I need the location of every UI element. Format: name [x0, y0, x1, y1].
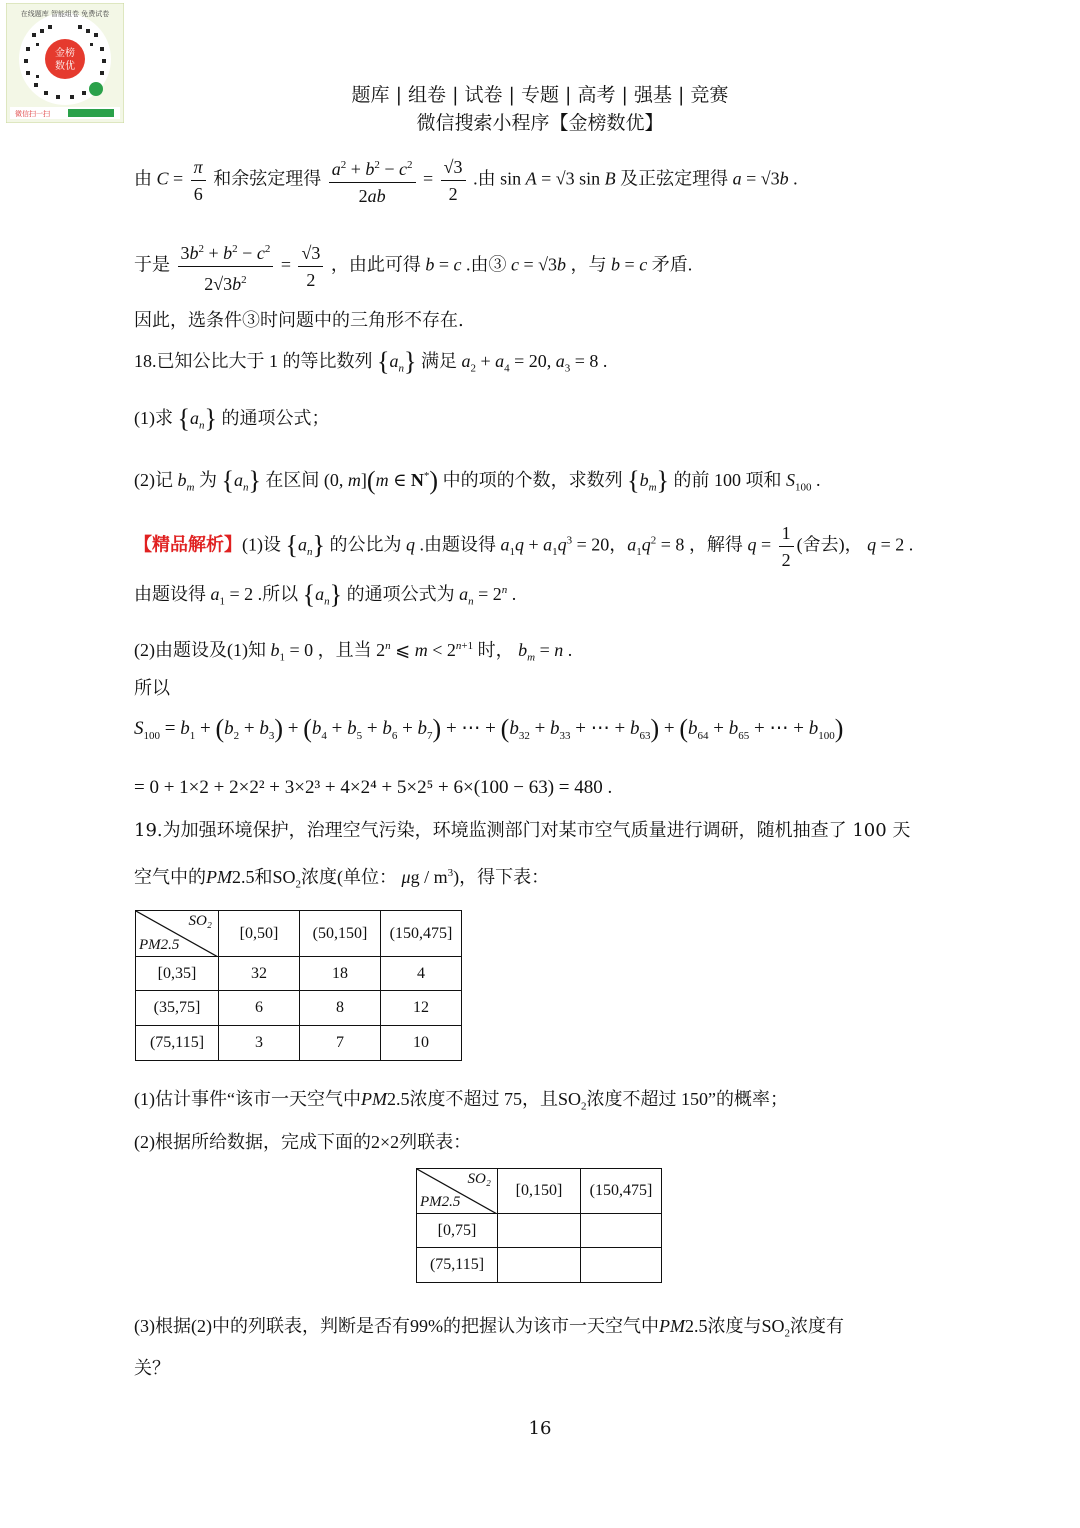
- logo-arc-text: 在线题库 智能组卷 免费试卷: [20, 10, 110, 18]
- column-header: (150,475]: [581, 1169, 662, 1214]
- table-cell: 6: [219, 991, 300, 1026]
- logo-text-bottom: 数优: [55, 61, 75, 72]
- table-cell: 32: [219, 957, 300, 991]
- row-header: [0,35]: [136, 957, 219, 991]
- question-19-part-1: (1)估计事件“该市一天空气中PM2.5浓度不超过 75，且$SO_2$浓度不超过 150”的概率；: [134, 1089, 788, 1113]
- row-header: (75,115]: [417, 1248, 498, 1283]
- page-number: 16: [528, 1418, 552, 1439]
- answer-tag: 【精品解析】: [134, 534, 242, 555]
- question-19-part-3: (3)根据(2)中的列联表，判断是否有99%的把握认为该市一天空气中PM2.5浓度与$SO_2$浓度有: [134, 1316, 844, 1340]
- table-cell: 7: [300, 1026, 381, 1061]
- column-header: (150,475]: [381, 911, 462, 957]
- table-cell: 4: [381, 957, 462, 991]
- question-19-part-2: (2)根据所给数据，完成下面的2×2列联表：: [134, 1132, 472, 1152]
- row-header: [0,75]: [417, 1214, 498, 1248]
- table-corner: SO₂ PM2.5: [417, 1169, 498, 1214]
- table-corner: SO₂ PM2.5: [136, 911, 219, 957]
- table-cell: 10: [381, 1026, 462, 1061]
- table-cell: 8: [300, 991, 381, 1026]
- table-cell: 3: [219, 1026, 300, 1061]
- table-cell: [581, 1214, 662, 1248]
- table-cell: [498, 1248, 581, 1283]
- column-header: [0,50]: [219, 911, 300, 957]
- answer-part-1: 【精品解析】(1)设 $\{a_n\}$ 的公比为 q .由题设得 $a_1q + a_1q^3 = 20$，$a_1q^2 = 8$ ，解得 q = $\frac{1}{2}$ (舍去)， q = 2 .: [134, 520, 913, 573]
- row-header: (75,115]: [136, 1026, 219, 1061]
- question-19-line-1: 19.为加强环境保护，治理空气污染，环境监测部门对某市空气质量进行调研，随机抽查了 100 天: [134, 820, 911, 841]
- header-nav: 题库 | 组卷 | 试卷 | 专题 | 高考 | 强基 | 竞赛: [351, 84, 729, 106]
- sum-line-2: = 0 + 1×2 + 2×2² + 3×2³ + 4×2⁴ + 5×2⁵ + 6×(100 − 63) = 480 .: [134, 777, 613, 798]
- row-header: (35,75]: [136, 991, 219, 1026]
- table-row: [417, 1214, 662, 1248]
- solution-line-2: 于是 $\frac{3b^2 + b^2 - c^2}{2√3b^2}$ = $\frac{√3}{2}$ ，由此可得 b = c .由③ c = √3b ，与 b = c 矛盾.: [134, 236, 692, 297]
- table-cell: 12: [381, 991, 462, 1026]
- question-19-line-2: 空气中的PM2.5和$SO_2$浓度(单位： μg / $m^3$)，得下表：: [134, 867, 550, 891]
- question-19-part-3-cont: 关？: [134, 1358, 170, 1379]
- logo-text-top: 金榜: [55, 48, 75, 59]
- table-cell: 18: [300, 957, 381, 991]
- answer-so: 所以: [134, 678, 170, 699]
- question-18-part-2: (2)记 $b_m$ 为 $\{a_n\}$ 在区间 (0, m](m ∈ N*) 中的项的个数，求数列 $\{b_m\}$ 的前 100 项和 $S_{100}$ .: [134, 466, 821, 495]
- logo-footer-text: 微信扫一扫: [15, 110, 50, 118]
- sum-line-1: $S_{100} = b_1 + (b_2 + b_3) + (b_4 + b_5 + b_6 + b_7)$ + ⋯ + ($b_{32} + b_{33}$ + ⋯ + $b_{63}) + (b_{64} + b_{65}$ + ⋯ + $b_{100}$): [134, 714, 844, 743]
- contingency-table: [416, 1168, 662, 1283]
- table-row: [136, 991, 462, 1026]
- column-header: (50,150]: [300, 911, 381, 957]
- table-row: [136, 957, 462, 991]
- solution-line-3: 因此，选条件③时问题中的三角形不存在.: [134, 310, 464, 331]
- data-table: [135, 910, 462, 1061]
- table-row: [136, 1026, 462, 1061]
- question-18: 18.已知公比大于 1 的等比数列 $\{a_n\}$ 满足 $a_2 + a_4 = 20$, $a_3 = 8$ .: [134, 347, 608, 376]
- table-row: [417, 1248, 662, 1283]
- answer-part-1b: 由题设得 $a_1 = 2$ .所以 $\{a_n\}$ 的通项公式为 $a_n = 2^n$ .: [134, 580, 517, 609]
- question-18-part-1: (1)求 $\{a_n\}$ 的通项公式；: [134, 404, 330, 433]
- table-cell: [581, 1248, 662, 1283]
- solution-line-1: 由 C = $\frac{\pi}{6}$ 和余弦定理得 $\frac{a^2 + b^2 - c^2}{2ab}$ = $\frac{√3}{2}$ .由 sin A = √3 sin B 及正弦定理得 a = √3b .: [134, 152, 798, 209]
- table-cell: [498, 1214, 581, 1248]
- column-header: [0,150]: [498, 1169, 581, 1214]
- header-subtitle: 微信搜索小程序【金榜数优】: [416, 112, 664, 134]
- answer-part-2: (2)由题设及(1)知 $b_1 = 0$ ，且当 2$^n$ ⩽ $m < 2^{n+1}$ 时， $b_m = n$ .: [134, 640, 573, 664]
